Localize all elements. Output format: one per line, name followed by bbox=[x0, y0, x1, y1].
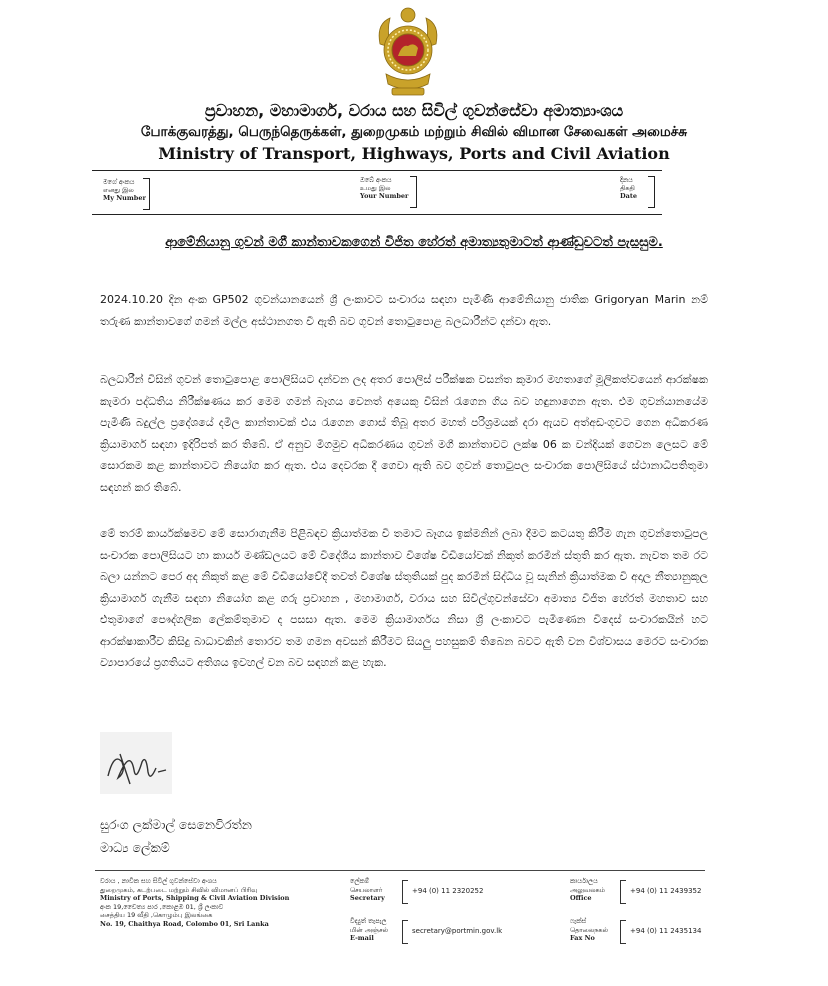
ministry-name-tamil: போக்குவரத்து, பெருந்தெருக்கள், துறைமுகம் மற்றும் சிவில் விமான சேவைகள் அமைச்சு bbox=[140, 124, 688, 140]
footer-fax-bracket bbox=[620, 920, 626, 944]
document-title: ආමේනියානු ගුවන් මගී කාන්තාවකගෙන් විජිත හේරත් අමාත්‍යතුමාටත් ආණ්ඩුවටත් පැසසුම. bbox=[165, 235, 663, 250]
my-number-field bbox=[143, 178, 150, 210]
footer-divider bbox=[95, 870, 705, 871]
footer-email-bracket bbox=[402, 920, 408, 944]
my-number-label: මගේ අංකය எனது இல My Number bbox=[103, 178, 146, 202]
body-paragraph-3: මේ තරම් කාර්යක්ෂමව මේ සොරාගැනීම පිළිබඳව ක්‍රියාත්මක වී තමාට බෑගය ඉක්මනින් ලබා දීමට කටයතු කිරීම ගැන ගුවන්තොටුපල සංචාරක පොලිසියට හා කාර්ය මණ්ඩලයට මේ විදේශීය කාන්තාව විශේෂ වීඩියෝවක් නිකුත් කරමින් ස්තුති කර ඇත. නැවත තම රට බලා යන්නට පෙර අද නිකුත් කළ මේ වීඩියෝවේදී තවත් විශේෂ ස්තුතියක් පුද කරමින් සිද්ධිය වූ සැනින් ක්‍රියාත්මක වී අදාල නීත්‍යානුකූල ක්‍රියාමාර්ග ගැනීම සඳහා නියෝග කළ ගරු ප්‍රවාහන , මහාමාර්ග, වරාය සහ සිවිල්ගුවන්සේවා අමාත්‍ය විජිත හේරත් මහතාව සහ එතුමාගේ පෞද්ගලික ලේකම්තුමාව ද පසසා ඇත. මෙම ක්‍රියාමාර්ගය නිසා ශ්‍රී ලංකාවට පැමිණෙන විදෙස් සංචාරකයින් හට ආරක්ෂාකාරීව කිසිදු බාධාවකින් තොරව තම ගමන අවසන් කිරීමට සියලු පහසුකම් තිබෙන බවට ඇති වන විශ්වාසය මෙරට සංචාරක ව්‍යාපාරයේ ප්‍රගතියට අතිශය ඉවහල් වන බව සඳහන් කළ හැක. bbox=[100, 527, 708, 669]
footer-email-label: විද්‍යුත් තැපැල மின் அஞ்சல் E-mail bbox=[350, 917, 388, 942]
ministry-name-sinhala: ප්‍රවාහන, මහාමාර්ග, වරාය සහ සිවිල් ගුවන්සේවා අමාත්‍යාංශය bbox=[204, 101, 624, 120]
handwritten-signature bbox=[100, 732, 172, 794]
footer-secretary-label: ලේකම් செயலாளர் Secretary bbox=[350, 877, 385, 902]
header-divider-bottom bbox=[92, 214, 662, 215]
footer-fax-number: +94 (0) 11 2435134 bbox=[630, 927, 702, 935]
your-number-label: ඔබේ අංකය உமது இல Your Number bbox=[360, 176, 409, 200]
ministry-name-english: Ministry of Transport, Highways, Ports and Civil Aviation bbox=[158, 144, 670, 163]
national-emblem-icon bbox=[372, 4, 444, 98]
body-paragraph-1: 2024.10.20 දින අංක GP502 ගුවන්යානයෙන් ශ්‍රී ලංකාවට සංචාරය සඳහා පැමිණි ආමේනියානු ජාතික Grigoryan Marin නම් තරුණ කාන්තාවගේ ගමන් මල්ල අස්ථානගත වී ඇති බව ගුවන් තොටුපොළ බලධාරීන්ට දන්වා ඇත. bbox=[100, 293, 708, 328]
body-paragraph-2: බලධාරීන් විසින් ගුවන් තොටුපොළ පොලිසියට දන්වන ලද අතර පොලිස් පරීක්ෂක වසන්ත කුමාර මහතාගේ මූලිකත්වයෙන් ආරක්ෂක කැමරා පද්ධතිය නිරීක්ෂණය කර මෙම ගමන් බෑගය වෙනත් අයෙකු විසින් රැගෙන ගිය බව හඳුනාගෙන ඇත. එම ගුවන්යානයේම පැමිණි බදුල්ල ප්‍රදේශයේ දමිල කාන්තාවක් එය රැගෙන ගොස් තිබූ අතර මහත් පරිශ්‍රමයක් දරා ඇයව අත්අඩංගුවට ගෙන අධිකරණ ක්‍රියාමාර්ග සඳහා ඉදිරිපත් කර තිබේ. ඒ අනුව මීගමුව අධිකරණය ගුවන් මගී කාන්තාවට ලක්ෂ 06 ක වන්දියක් ගෙවන ලෙසට මේ සොරකම කළ කාන්තාවට නියෝග කර ඇත. එය දෙවරක දී ගෙවා ඇති බව ගුවන් තොටුපල සංචාරක පොලිසියේ ස්ථානාධිපතිතුමා සඳහන් කර තිබේ. bbox=[100, 373, 708, 494]
date-field bbox=[648, 176, 655, 208]
footer-office-label: කාර්යාලය அலுவலகம் Office bbox=[570, 877, 605, 902]
footer-division: වරාය , නාවික සහ සිවිල් ගුවන්සේවා අංශය துறைமுகம், கடற்படை மற்றும் சிவில் விமானப் பிரிவு Ministry of Ports, Shipping & Civil Aviation Division අංක 19,චෛත්‍ය පාර ,කොළඹ 01, ශ්‍රී ලංකාව சைத்திய 19 வீதி ,கொழும்பு இலங்கை No. 19, Chaithya Road, Colombo 01, Sri Lanka bbox=[100, 877, 290, 928]
footer-fax-label: ෆැක්ස් தொலைநகல் Fax No bbox=[570, 917, 608, 942]
date-label: දිනය திகதி Date bbox=[620, 176, 637, 200]
footer-secretary-phone: +94 (0) 11 2320252 bbox=[412, 887, 484, 895]
footer-office-bracket bbox=[620, 880, 626, 904]
header-divider-top bbox=[92, 170, 662, 171]
footer-secretary-bracket bbox=[402, 880, 408, 904]
signatory-position: මාධ්‍ය ලේකම් bbox=[100, 840, 170, 855]
footer-email-address[interactable]: secretary@portmin.gov.lk bbox=[412, 927, 503, 935]
your-number-field bbox=[410, 176, 417, 208]
footer-office-phone: +94 (0) 11 2439352 bbox=[630, 887, 702, 895]
signatory-name: සුරංග ලක්මාල් සෙනෙවිරත්න bbox=[100, 817, 252, 832]
